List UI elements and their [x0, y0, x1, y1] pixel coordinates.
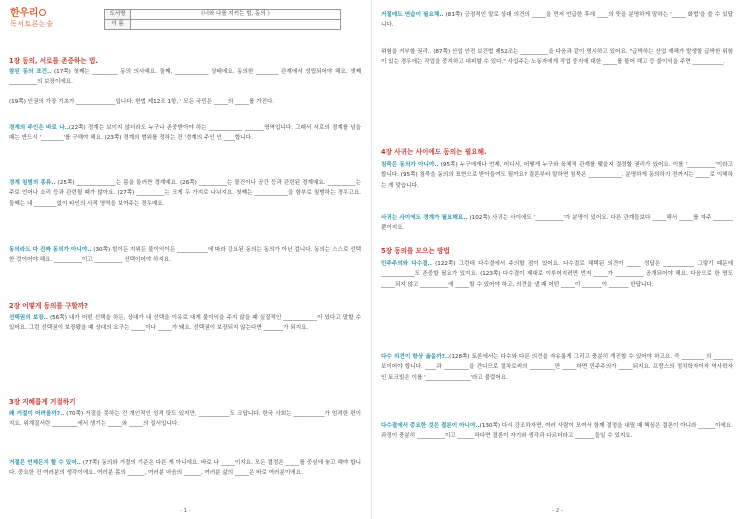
- paragraph-body: (25쪽) ______________는 몸을 둘러싼 경계예요. (26쪽) __________는 물건이나 공간 등과 관련된 경계예요. __________는 주로 언어나 소리 등과 관련될 때가 많아요. (27쪽) __________는 크게 두 가지로 나뉘지요. 첫째는 ____________을 함부로 침범하는 경우고요. 둘째는 내 ________없이 타인의 사적 영역을 보여주는 경우예요.: [9, 180, 361, 207]
- paragraph: [9, 97, 361, 107]
- logo-main-text: 한우리: [10, 8, 39, 19]
- paragraph-subtitle: 거절에도 연습이 필요해..: [381, 12, 444, 18]
- paragraph: [9, 178, 361, 209]
- book-title: 《너와 나를 지키는 힘, 동의 》: [131, 10, 341, 20]
- paragraph: [381, 160, 733, 191]
- paragraph-subtitle: 경계 침범의 종류..: [9, 180, 56, 186]
- name-label: 이 름: [105, 20, 131, 30]
- paragraph-subtitle: 다수 의견이 항상 옳을까?..: [381, 354, 450, 360]
- paragraph-body: (77쪽) 동의와 거절의 기준은 다른 게 아니에요. 바로 나 _____이지요. 모든 결정은 _____를 중심에 놓고 해야 합니다. 중요한 건 여러분의 생각이에요. 여러분 몸의 ______, 여러분 마음의 ______, 여러분 삶의 _____은 바로 여러분이에요.: [9, 460, 361, 477]
- hanuri-logo: [10, 8, 90, 32]
- paragraph: [9, 67, 361, 88]
- book-info-table: [104, 9, 341, 30]
- paragraph-subtitle: 경계의 주인은 바로 나..: [9, 125, 69, 131]
- paragraph-body: (102쪽) 사귀는 사이에도 '__________'가 분명이 있어요. 다른 관계들보다 _____해서 _____를 자주 _______ 뿐이지요.: [381, 215, 733, 232]
- paragraph-body: (19쪽) 인권의 가장 기초가 ______________입니다. 헌법 제12조 1항, ' 모든 국민은 _____의 _____를 가진다.: [9, 99, 275, 105]
- paragraph-subtitle: 민주주의와 다수결..: [381, 261, 432, 267]
- page-left: [0, 0, 371, 519]
- paragraph-body: (128쪽) 토론에서는 다수와 다른 의견을 자유롭게 그리고 충분히 개진할 수 있어야 하고요. 즉 ________ 의 _______보이어야 합니다. ____과 _________을 견디므로 절차로써의 _________만 _____하면 민주주의가 _____되지요. 프랑스의 정치학자이자 역사학자인 토크빌은 이를 '________________'라고 불렀어요.: [381, 354, 733, 381]
- paragraph: [9, 409, 361, 430]
- paragraph-body: (17쪽) 첫째는 _________ 동의 의사예요. 둘째, ____________ 상태에요. 동의한 ________ 관계에서 성립되어야 해요. 셋째 __________의 보장이에요.: [9, 69, 361, 86]
- paragraph-body: (30쪽) 힘이든 지위든 불이익이든 ___________에 따라 강요된 동의는 동의가 아닌 겁니다. 동의는 스스로 선택한 것이어야 해요. __________이고 __________ 선택이어야 하지요.: [9, 247, 361, 264]
- name-field[interactable]: [131, 20, 341, 30]
- section-title: 3장 지혜롭게 거절하기: [9, 398, 76, 406]
- paragraph-subtitle: 다수결에서 중요한 것은 결론이 아니야..: [381, 423, 480, 429]
- paragraph-subtitle: 사귀는 사이에도 경계가 필요해요..: [381, 215, 468, 221]
- section-title: 2장 어떻게 동의를 구할까?: [9, 302, 88, 310]
- paragraph-body: (22쪽) 경계는 보이지 않더라도 누구나 존중받아야 하는 ____________ _______영역입니다. 그래서 서로의 경계를 넘을 때는 반드시 '________'를 구해야 해요. (23쪽) 경계의 범위를 정하는 건 '경계의 주인 인 ____합니다.: [9, 125, 361, 142]
- paragraph: [9, 245, 361, 266]
- section-title: 5장 동의를 모으는 방법: [381, 247, 450, 255]
- paragraph-body: (130쪽) 다시 강조하자면, 여러 사람이 모여서 함께 결정을 내릴 때 핵심은 결론이 아니라 ______이에요. 과정이 충분히 __________이고 ______하다면 결론이 자기와 생각과 다르더라고 _______들일 수 있지요.: [381, 423, 733, 440]
- paragraph: [381, 47, 733, 68]
- page-number: - 2 -: [552, 507, 563, 514]
- paragraph-subtitle: 침묵은 동의가 아니야..: [381, 162, 439, 168]
- section-title: 4장 사귀는 사이에도 동의는 필요해.: [381, 148, 487, 156]
- paragraph: [9, 123, 361, 144]
- logo-circle-icon: [39, 9, 46, 16]
- paragraph-body: (81쪽) 긍정적인 말로 상대 의견의 _____을 먼저 언급한 후에 ____의 뜻을 분명하게 말하는 '_____ 화법'을 쓸 수 있답니다.: [381, 12, 734, 29]
- paragraph: [381, 421, 733, 442]
- page-right: [372, 0, 743, 519]
- paragraph: [381, 10, 733, 31]
- paragraph-body: 위험을 거부할 권리.. (87쪽) 산업 안전 보건법 제52조는 __________을 다음과 같이 명시하고 있어요. "급박하는 산업 재해가 발생할 급박한 위험이 있는 경우에는 작업을 중지하고 대피할 수 있다." 사업주는 노동자에게 작업 중지에 대한 _____를 물어 해고 등 불이익을 주면 ___________.: [381, 49, 733, 66]
- paragraph: [381, 352, 733, 383]
- paragraph-subtitle: 선택권의 보장..: [9, 315, 48, 321]
- page-number: - 1 -: [180, 507, 191, 514]
- paragraph-subtitle: 왜 거절이 어려울까?..: [9, 411, 65, 417]
- logo-sub-text: 독서토론논술: [10, 20, 54, 28]
- paragraph-body: (70쪽) 거절을 못하는 건 개인적인 성격 탓도 있지만, ___________도 크답니다. 한국 사회는 ___________가 엄격한 편이지요. 위계질서란 _________에서 생기는 _____와 _____의 질서입니다.: [9, 411, 361, 428]
- paragraph-subtitle: 참된 동의 조건..: [9, 69, 52, 75]
- section-title: 1장 동의, 서로를 존중하는 법.: [9, 57, 98, 65]
- paragraph-subtitle: 거절은 언제든지 할 수 있어..: [9, 460, 81, 466]
- paragraph-body: (122쪽) 그런데 다수결에서 주의할 점이 있어요. 다수결로 채택된 의견이 _____ 정답은 ___________ 그렇기 때문에 ____________도 존중할 필요가 있지요. (123쪽) 다수결이 제대로 이루어지려면 먼저 _____가 __________ 공개되어야 해요. 다음으로 한 명도 _____되지 않고 __________에 _____할 수 있어야 하고, 의견을 낼 때 어떤 _____이 _______이 _______ 한답니다.: [381, 261, 733, 288]
- paragraph-body: (95쪽) 누구에게나 언제, 어디서, 어떻게 누구와 육체적 관계를 맺을지 결정할 권리가 있어요. 이를 '__________'이라고 합니다. (95쪽) 침묵을 동의의 표현으로 받아들여도 될까요? 결론부터 말하면 침묵은 ____________. 분명하게 동의하기 전까지는 _____로 이해하는 게 맞습니다.: [381, 162, 733, 189]
- paragraph-body: (56쪽) 내가 어떤 선택을 하든, 상대가 내 선택을 이유로 내게 불이익을 주지 않을 때 실질적인 ____________이 있다고 말할 수 있어요. 그런 선택권이 보장됐을 때 상대의 요구는 _____이나 _____가 돼요. 선택권이 보장되지 않는다면 _______가 되지요.: [9, 315, 362, 332]
- paragraph: [9, 458, 361, 479]
- paragraph-subtitle: 동의라도 다 진짜 동의가 아니야..: [9, 247, 92, 253]
- book-label: 도서명: [105, 10, 131, 20]
- paragraph: [381, 213, 733, 234]
- worksheet-header: [8, 6, 363, 32]
- paragraph: [9, 313, 361, 334]
- paragraph: [381, 259, 733, 290]
